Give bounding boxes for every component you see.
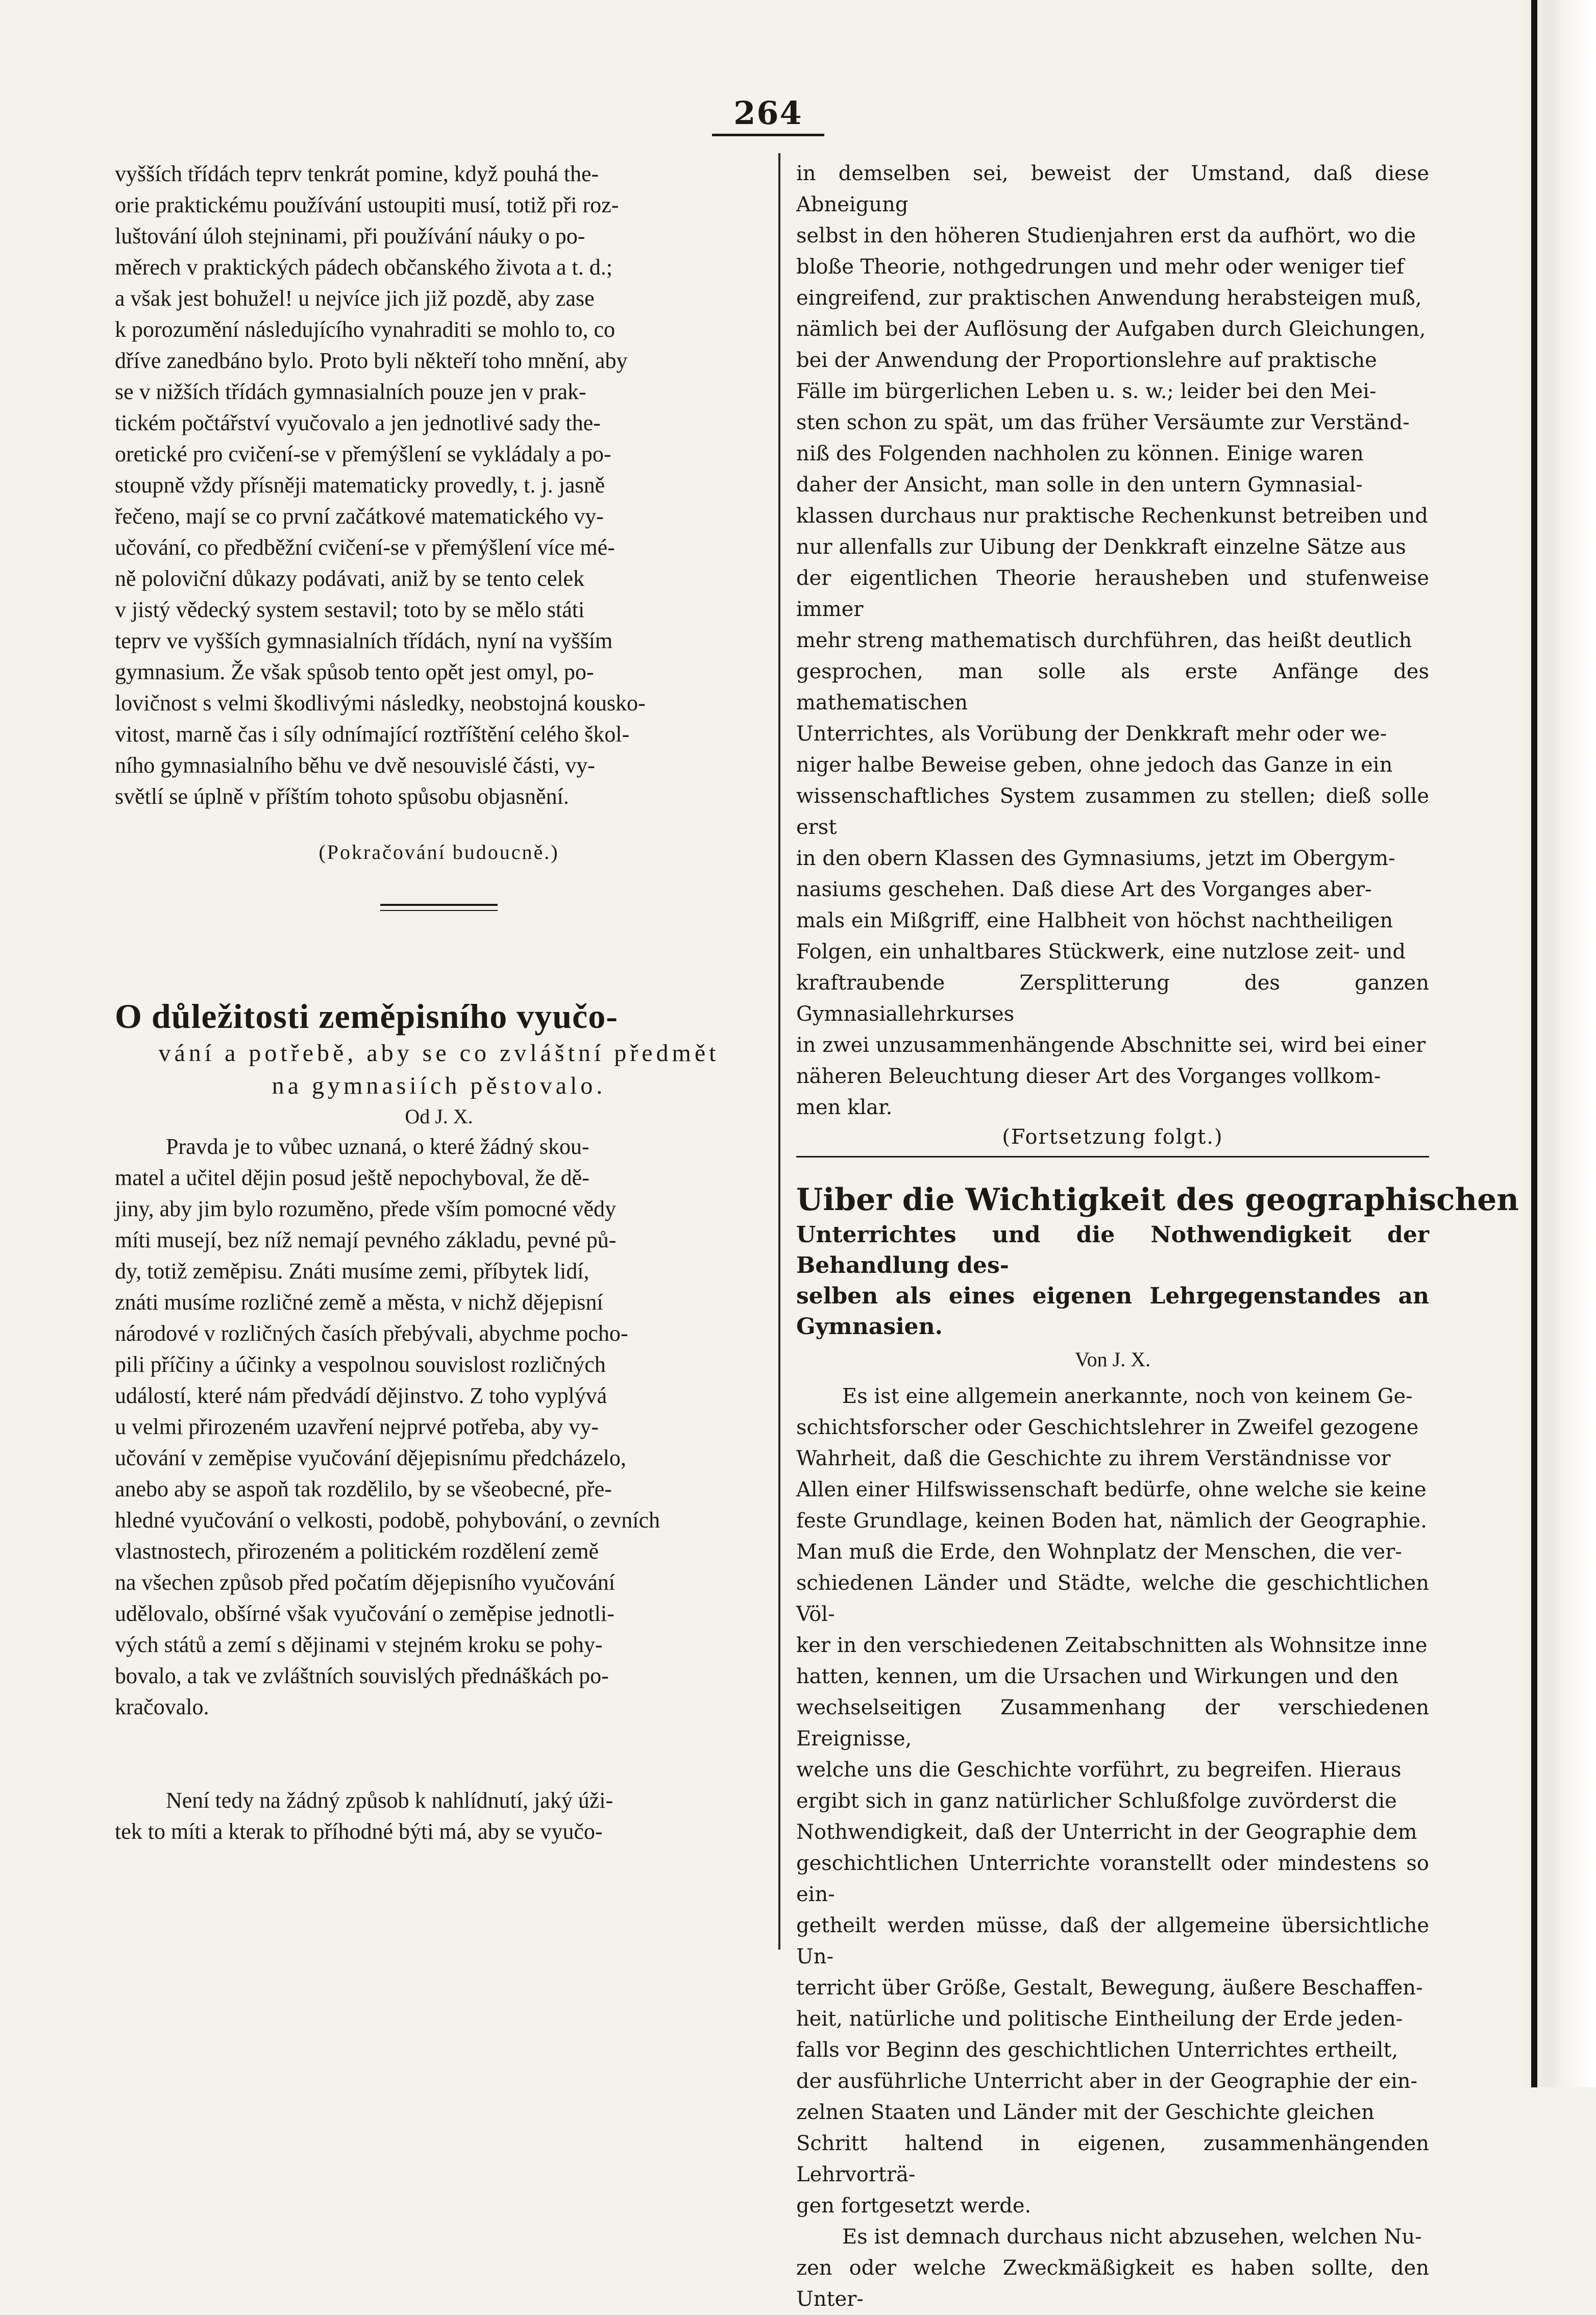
german-article-body: Es ist eine allgemein anerkannte, noch von keinem Ge- schichtsforscher oder Geschichtslehrer in Zweifel gezogene Wahrheit, daß die Geschichte zu ihrem Verständnisse vor Allen einer Hilfswissenschaft bedürfe, ohne welche sie keine feste Grundlage, keinen Boden hat, nämlich der Geographie. Man muß die Erde, den Wohnplatz der Menschen, die ver- schiedenen Länder und Städte, welche die geschichtlichen Völ- ker in den verschiedenen Zeitabschnitten als Wohnsitze inne hatten, kennen, um die Ursachen und Wirkungen und den wechselseitigen Zusammenhang der verschiedenen Ereignisse, welche uns die Geschichte vorführt, zu begreifen. Hieraus ergibt sich in ganz natürlicher Schlußfolge zuvörderst die Nothwendigkeit, daß der Unterricht in der Geographie dem geschichtlichen Unterrichte voranstellt oder mindestens so ein- getheilt werden müsse, daß der allgemeine übersichtliche Un- terricht über Größe, Gestalt, Bewegung, äußere Beschaffen- heit, natürliche und politische Eintheilung der Erde jeden- falls vor Beginn des geschichtlichen Unterrichtes ertheilt, der ausführliche Unterricht aber in der Geographie der ein- zelnen Staaten und Länder mit der Geschichte gleichen Schritt haltend in eigenen, zusammenhängenden Lehrvorträ- gen fortgesetzt werde. [796,1385,1429,2218]
german-article-continuation: in demselben sei, beweist der Umstand, daß diese Abneigung selbst in den höheren Studienjahren erst da aufhört, wo die bloße Theorie, nothgedrungen und mehr oder weniger tief eingreifend, zur praktischen Anwendung herabsteigen muß, nämlich bei der Auflösung der Aufgaben durch Gleichungen, bei der Anwendung der Proportionslehre auf praktische Fälle im bürgerlichen Leben u. s. w.; leider bei den Mei- sten schon zu spät, um das früher Versäumte zur Verständ- niß des Folgenden nachholen zu können. Einige waren daher der Ansicht, man solle in den untern Gymnasial- klassen durchaus nur praktische Rechenkunst betreiben und nur allenfalls zur Uibung der Denkkraft einzelne Sätze aus der eigentlichen Theorie herausheben und stufenweise immer mehr streng mathematisch durchführen, das heißt deutlich gesprochen, man solle als erste Anfänge des mathematischen Unterrichtes, als Vorübung der Denkkraft mehr oder we- niger halbe Beweise geben, ohne jedoch das Ganze in ein wissenschaftliches System zusammen zu stellen; dieß solle erst in den obern Klassen des Gymnasiums, jetzt im Obergym- nasiums geschehen. Daß diese Art des Vorganges aber- mals ein Mißgriff, eine Halbheit von höchst nachtheiligen Folgen, ein unhaltbares Stückwerk, eine nutzlose zeit- und kraftraubende Zersplitterung des ganzen Gymnasiallehrkurses in zwei unzusammenhängende Abschnitte sei, wird bei einer näheren Beleuchtung dieser Art des Vorganges vollkom- men klar. [796,162,1429,1119]
czech-article-body-2: Není tedy na žádný způsob k nahlídnutí, jaký úži- tek to míti a kterak to příhodné býti má, aby se vyučo- [115,1788,613,1844]
czech-continued-note: (Pokračování budoucně.) [318,841,559,864]
scan-border-line [1531,0,1537,2087]
german-headline-sub: Unterrichtes und die Nothwendigkeit der Behandlung des- selben als eines eigenen Lehrgegenstandes an Gymnasien. [796,1222,1429,1340]
czech-headline: O důležitosti zeměpisního vyučo- [115,997,618,1036]
czech-headline-sub: vání a potřebě, aby se co zvláštní předmět na gymnasiích pěstovalo. [158,1040,720,1099]
page-number: 264 [733,94,803,132]
column-divider [778,153,780,1950]
german-article-body-2: Es ist demnach durchaus nicht abzusehen, welchen Nu- zen oder welche Zweckmäßigkeit es haben sollte, den Unter- [796,2225,1429,2311]
german-author: Von J. X. [1074,1348,1151,1371]
right-column [796,158,1519,2315]
left-column [115,158,763,1847]
section-divider-left [380,904,498,911]
page-number-rule [712,134,824,136]
german-headline: Uiber die Wichtigkeit des geographischen [796,1182,1519,1218]
german-continued-note: (Fortsetzung folgt.) [1002,1125,1223,1149]
czech-article-body: Pravda je to vůbec uznaná, o které žádný skou- matel a učitel dějin posud ještě nepochyboval, že dě- jiny, aby jim bylo rozuměno, přede vším pomocné vědy míti musejí, bez níž nemají pevného základu, pevné pů- dy, totiž zeměpisu. Znáti musíme zemi, příbytek lidí, znáti musíme rozličné země a města, v nichž dějepisní národové v rozličných časích přebývali, abychme pocho- pili příčiny a účinky a vespolnou souvislost rozličných událostí, které nám předvádí dějinstvo. Z toho vyplývá u velmi přirozeném uzavření nejprvé potřeba, aby vy- učování v zeměpise vyučování dějepisnímu předcházelo, anebo aby se aspoň tak rozdělilo, by se všeobecné, pře- hledné vyučování o velkosti, podobě, pohybování, o zevních vlastnostech, přirozeném a politickém rozdělení země na všechen způsob před počatím dějepisního vyučování udělovalo, obšírné však vyučování o zeměpise jednotli- vých států a zemí s dějinami v stejném kroku se pohy- bovalo, a tak ve zvláštních souvislých přednáškách po- kračovalo. [115,1134,660,1719]
czech-author: Od J. X. [405,1105,473,1128]
czech-article-continuation: vyšších třídách teprv tenkrát pomine, když pouhá the- orie praktickému používání ustoupiti musí, totiž při roz- luštování úloh stejninami, při používání náuky o po- měrech v praktických pádech občanského života a t. d.; a však jest bohužel! u nejvíce jich již pozdě, aby zase k porozumění následujícího vynahraditi se mohlo to, co dříve zanedbáno bylo. Proto byli někteří toho mnění, aby se v nižších třídách gymnasialních pouze jen v prak- tickém počtářství vyučovalo a jen jednotlivé sady the- oretické pro cvičení-se v přemýšlení se vykládaly a po- stoupně vždy přísněji matematicky provedly, t. j. jasně řečeno, mají se co první začátkové matematického vy- učování, co předběžní cvičení-se v přemýšlení více mé- ně poloviční důkazy podávati, aniž by se tento celek v jistý vědecký system sestavil; toto by se mělo státi teprv ve vyšších gymnasialních třídách, nyní na vyšším gymnasium. Že však spůsob tento opět jest omyl, po- lovičnost s velmi škodlivými následky, neobstojná kousko- vitost, marně čas i síly odnímající roztříštění celého škol- ního gymnasialního běhu ve dvě nesouvislé části, vy- světlí se úplně v příštím tohoto spůsobu objasnění. [115,161,646,809]
